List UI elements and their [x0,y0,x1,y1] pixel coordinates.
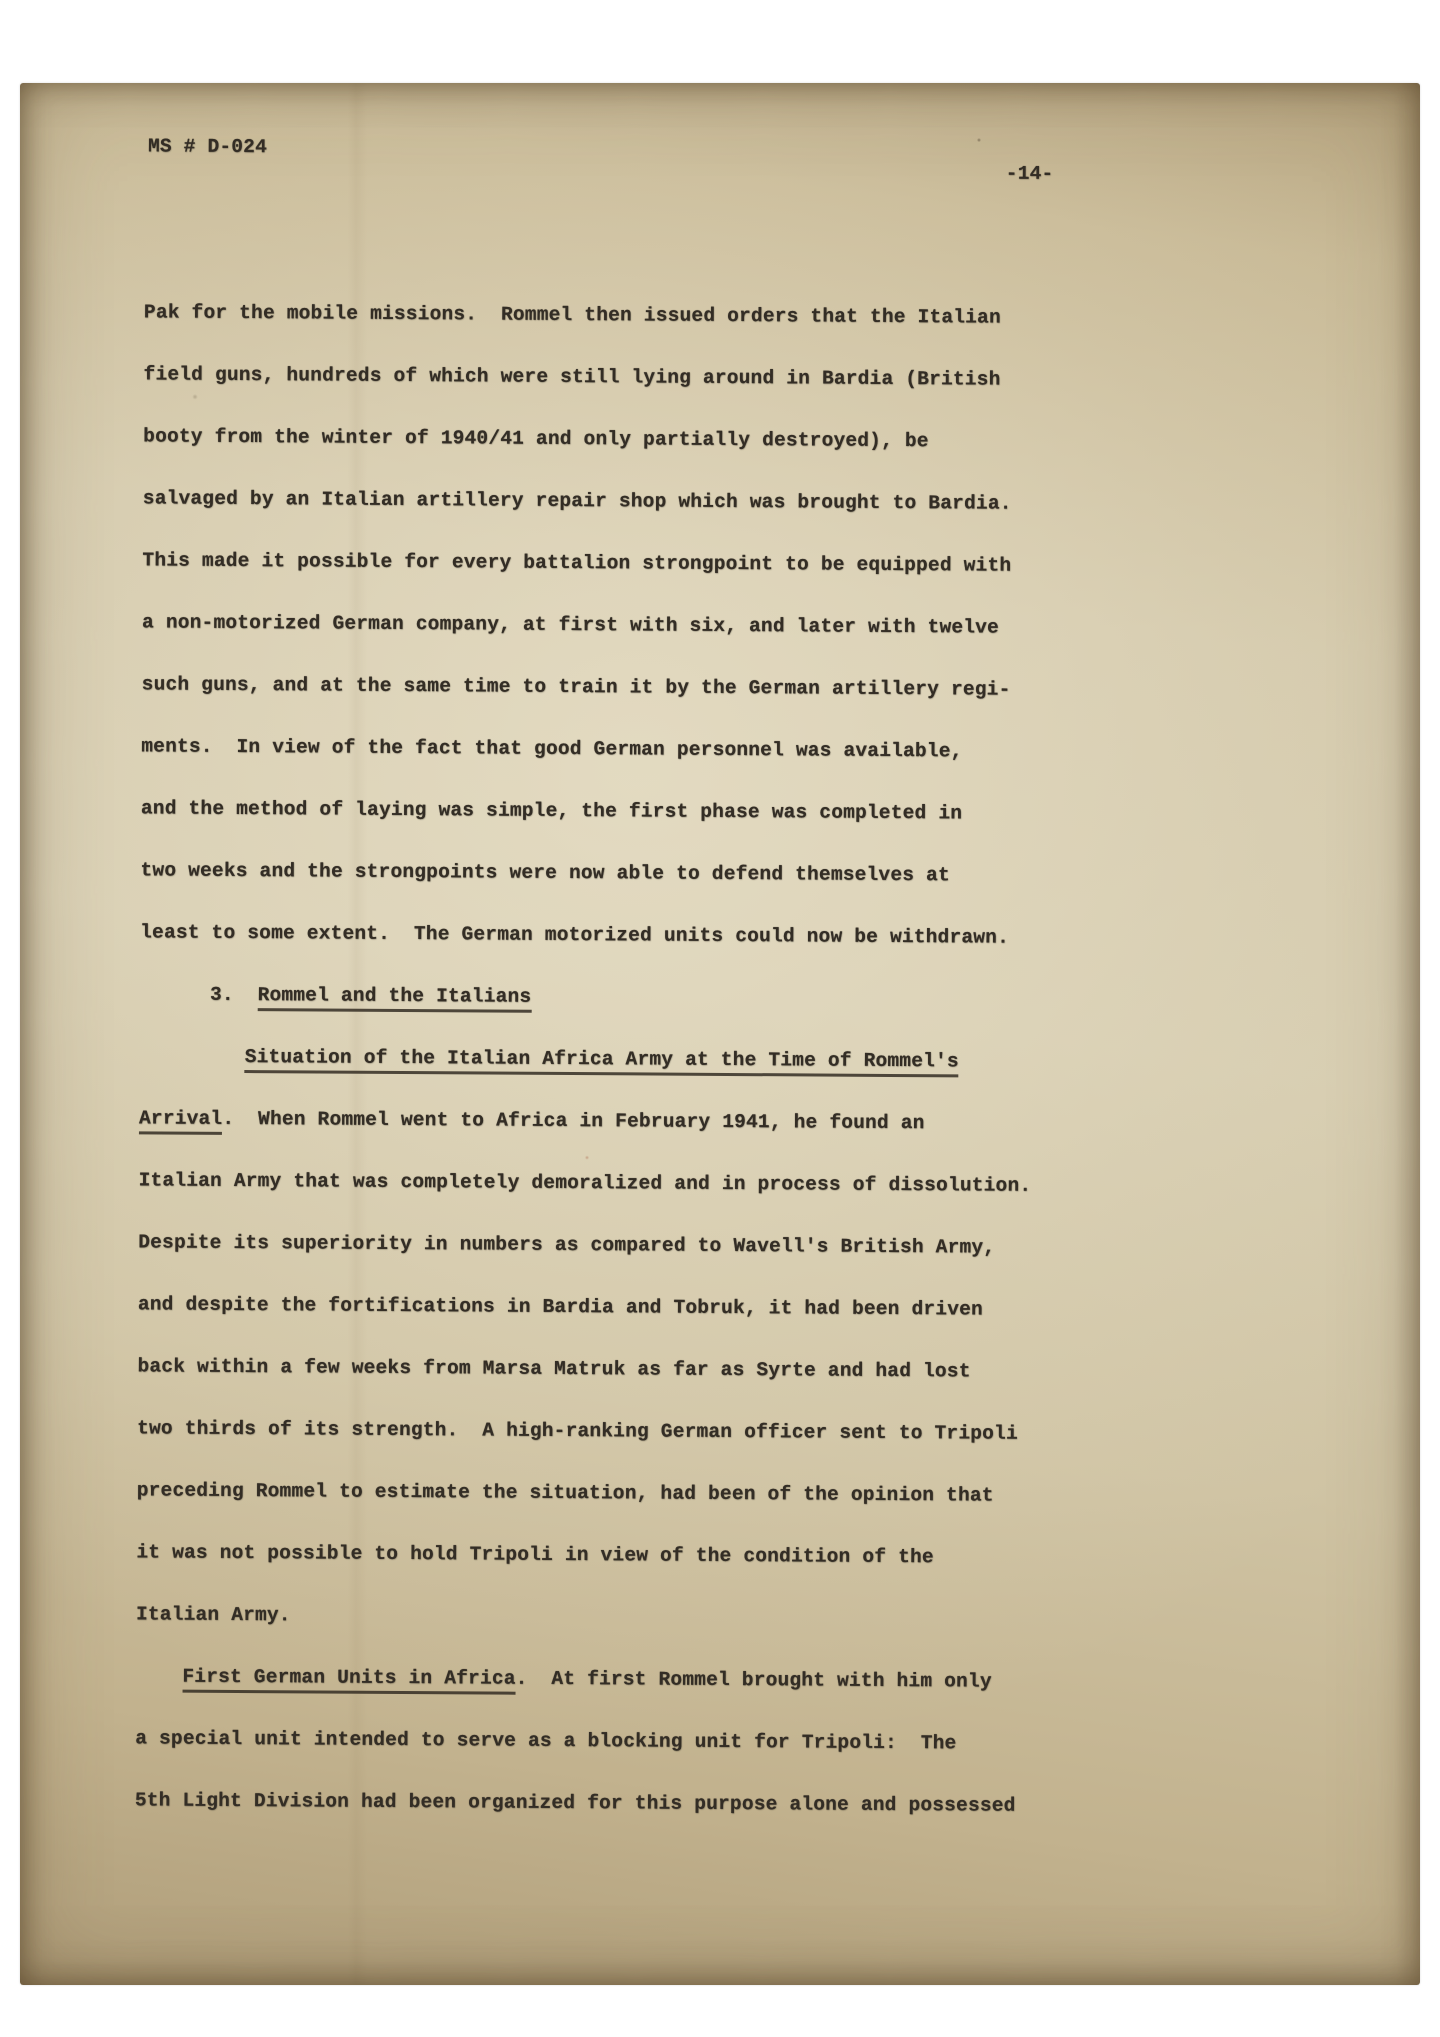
text-line [143,405,1388,475]
text-segment: ments. In view of the fact that good German personnel was available, [141,735,963,763]
text-line [137,1397,1382,1467]
text-segment: and the method of laying was simple, the first phase was completed in [140,797,963,825]
text-segment: and despite the fortifications in Bardia and Tobruk, it had been driven [137,1293,984,1321]
text-segment: it was not possible to hold Tripoli in view of the condition of the [136,1541,934,1569]
underlined-heading: First German Units in Africa [182,1666,515,1695]
text-line [142,653,1387,723]
text-segment: Pak for the mobile missions. Rommel then issued orders that the Italian [143,301,1001,329]
text-segment: preceding Rommel to estimate the situation, had been of the opinion that [136,1479,994,1507]
text-segment: two weeks and the strongpoints were now able to defend themselves at [140,859,950,887]
text-segment: a special unit intended to serve as a blocking unit for Tripoli: The [135,1727,957,1755]
text-segment: 5th Light Division had been organized for this purpose alone and possessed [134,1789,1016,1817]
text-line [139,1025,1384,1095]
underlined-heading: Arrival [139,1107,222,1135]
text-line [138,1211,1383,1281]
text-line [135,1769,1380,1839]
text-segment: two thirds of its strength. A high-ranking German officer sent to Tripoli [137,1417,1018,1445]
text-line [135,1707,1380,1777]
text-segment: such guns, and at the same time to train it by the German artillery regi- [141,673,1011,701]
text-line [143,467,1388,537]
text-segment: . At first Rommel brought with him only [515,1667,992,1693]
text-line [136,1583,1381,1653]
text-line [137,1335,1382,1405]
text-line [138,1273,1383,1343]
text-line [143,343,1388,413]
text-line [139,1087,1384,1157]
page-number: -14- [1005,162,1054,185]
text-segment: Italian Army. [135,1603,291,1627]
text-segment: booty from the winter of 1940/41 and only partially destroyed), be [143,425,929,453]
text-segment: . When Rommel went to Africa in February 1941, he found an [222,1107,925,1135]
text-line [144,281,1389,351]
text-line [135,1645,1380,1715]
text-line [141,777,1386,847]
scanned-page [20,83,1420,1985]
text-segment: Despite its superiority in numbers as compared to Wavell's British Army, [138,1231,996,1259]
page-content [9,83,1421,1994]
text-segment: a non-motorized German company, at first with six, and later with twelve [142,611,1000,639]
text-segment: back within a few weeks from Marsa Matruk as far as Syrte and had lost [137,1355,971,1383]
text-line [142,529,1387,599]
text-segment: salvaged by an Italian artillery repair shop which was brought to Bardia. [142,487,1012,515]
document-body [135,281,1389,1839]
underlined-heading: Situation of the Italian Africa Army at the Time of Rommel's [245,1046,959,1077]
text-segment: least to some extent. The German motorized units could now be withdrawn. [140,921,1010,949]
text-line [142,591,1387,661]
text-line [140,839,1385,909]
text-line [136,1521,1381,1591]
text-segment: This made it possible for every battalion strongpoint to be equipped with [142,549,1012,577]
text-line [137,1459,1382,1529]
manuscript-id: MS # D-024 [147,135,268,159]
text-line [140,901,1385,971]
text-line [140,963,1385,1033]
text-line [141,715,1386,785]
text-segment: field guns, hundreds of which were still lying around in Bardia (British [143,363,1001,391]
text-segment: Italian Army that was completely demoralized and in process of dissolution. [138,1169,1032,1197]
text-line [138,1149,1383,1219]
text-segment: 3. [209,983,258,1007]
underlined-heading: Rommel and the Italians [258,984,532,1013]
